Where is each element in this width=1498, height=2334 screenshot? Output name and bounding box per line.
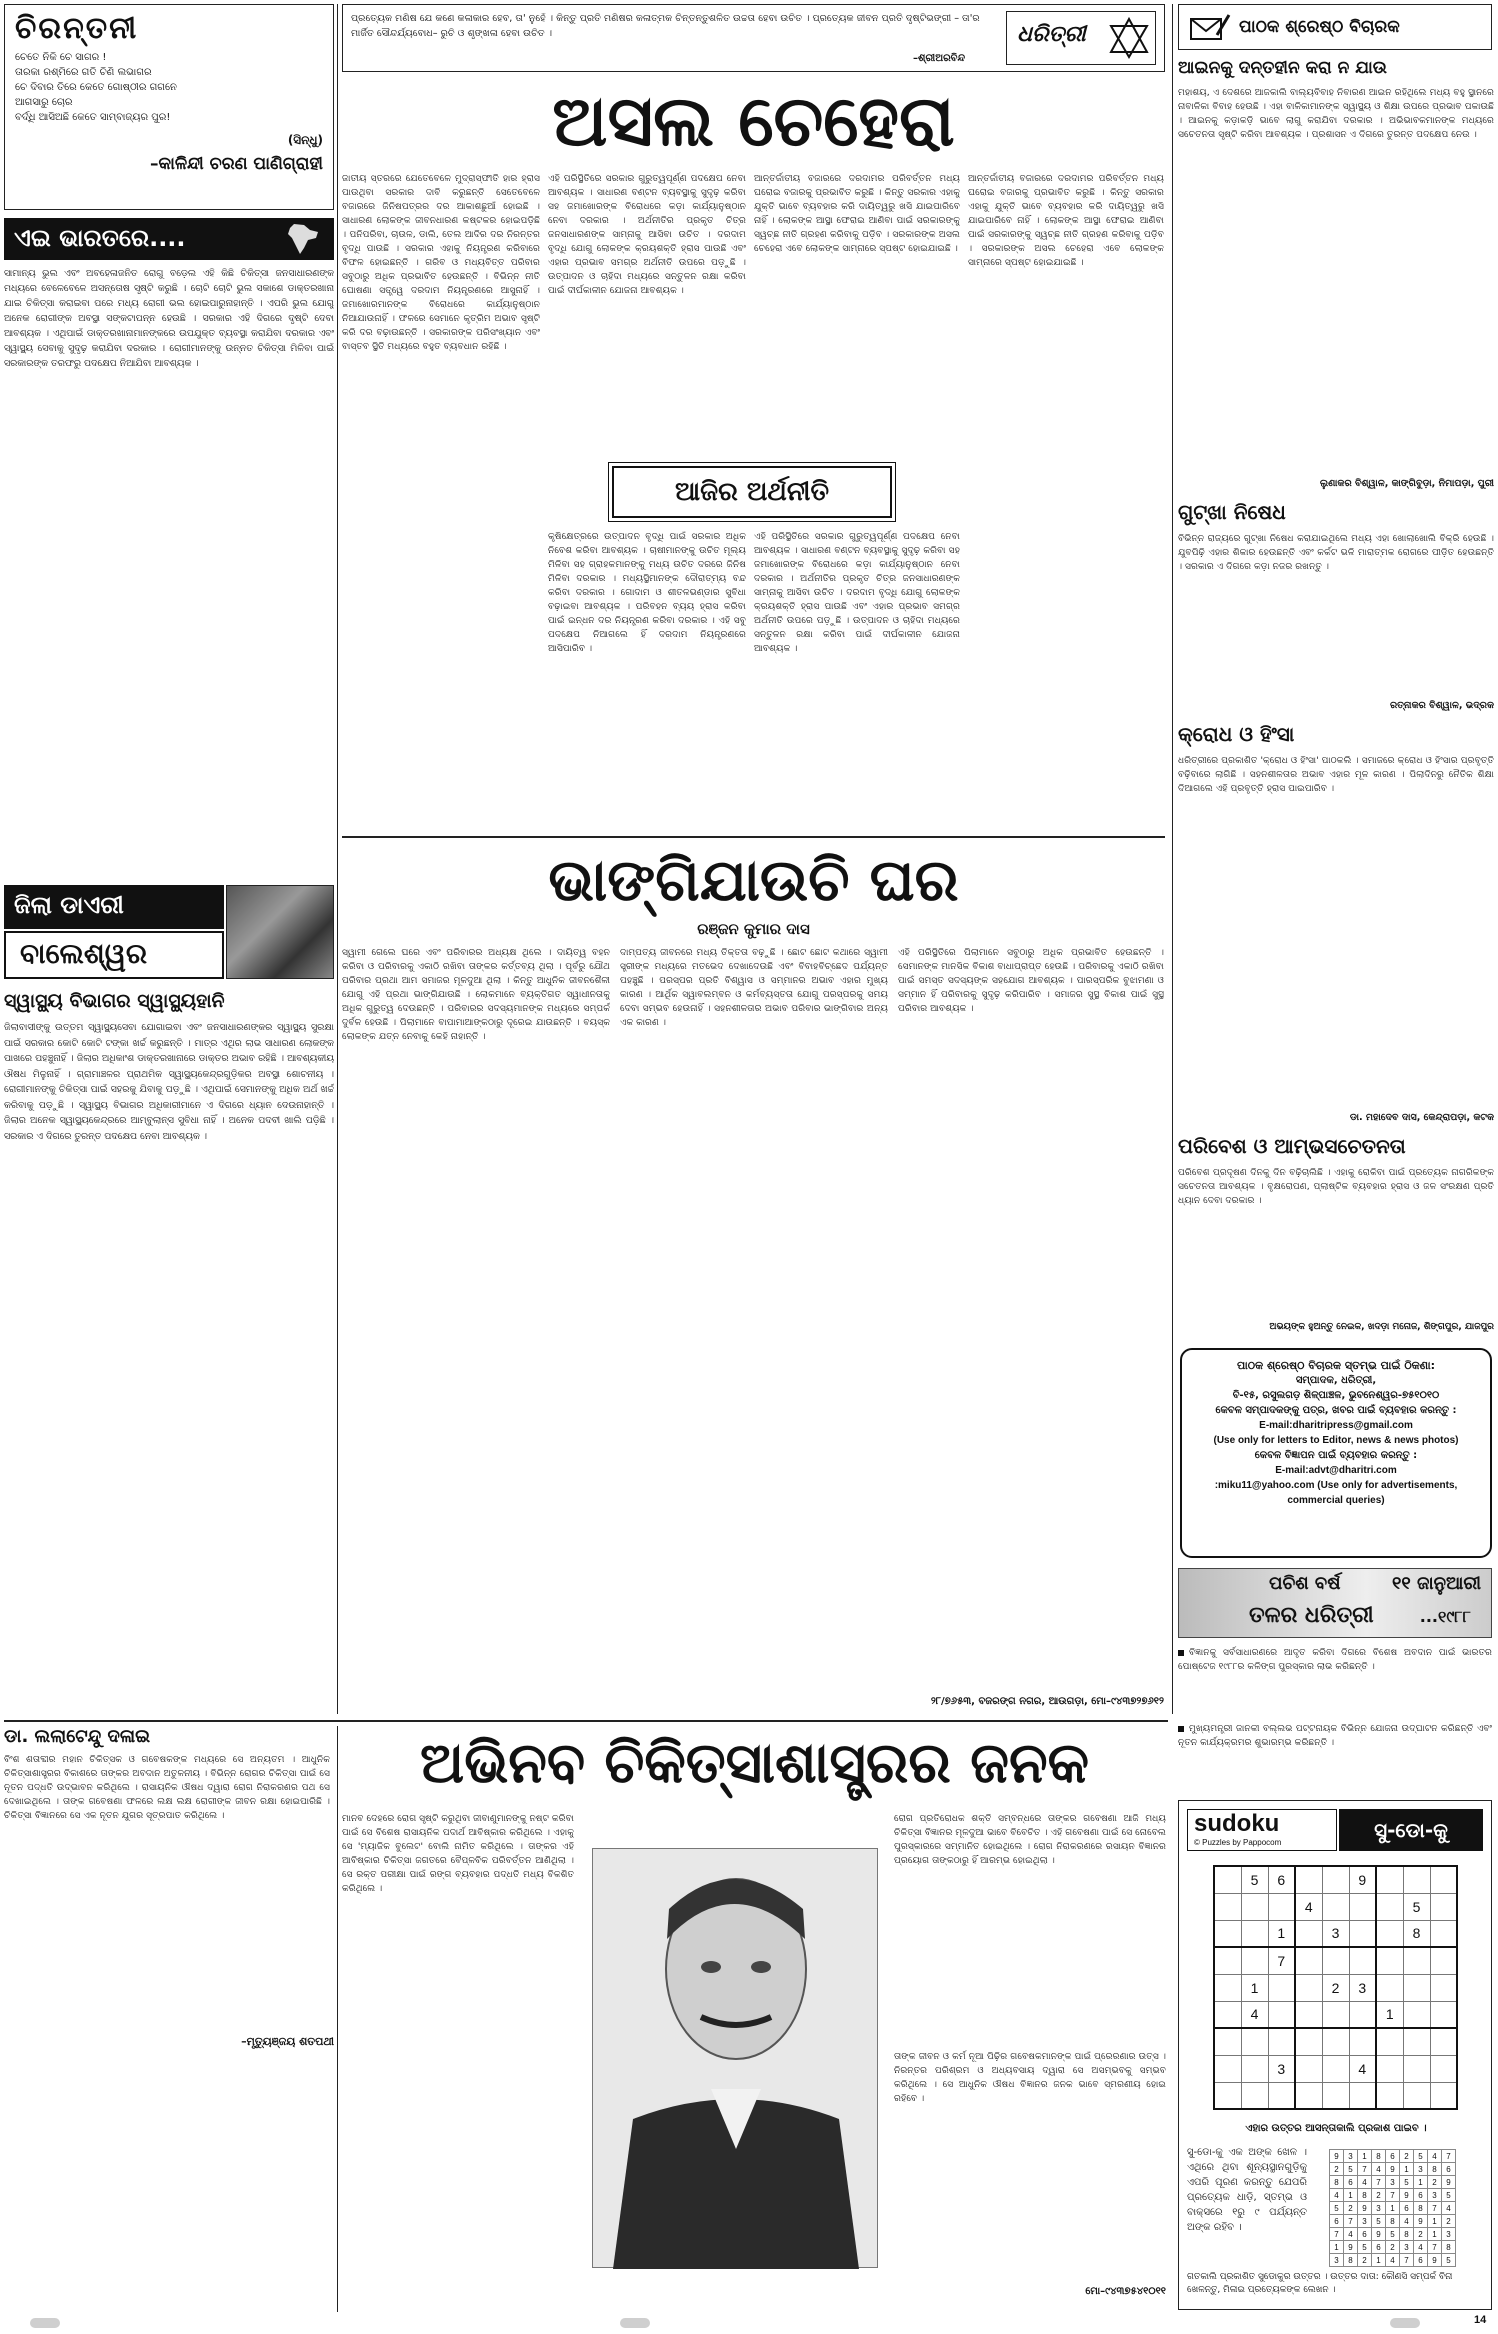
asal-chehera-title: ଅସଲ ଚେହେରା: [552, 80, 955, 162]
contact-editor: ସମ୍ପାଦକ, ଧରିତ୍ରୀ,: [1295, 1375, 1377, 1386]
grid-cell: 6: [1414, 2254, 1428, 2267]
contact-ad-label: କେବଳ ବିଜ୍ଞାପନ ପାଇଁ ବ୍ୟବହାର କରନ୍ତୁ :: [1254, 1450, 1418, 1461]
grid-row: [1214, 2028, 1457, 2055]
pachisa-item-1: [1178, 1646, 1492, 1718]
health-byline: –ମୃତ୍ୟୁଞ୍ଜୟ ଶତପଥୀ: [241, 2035, 334, 2048]
letter-1-body: ମହାଶୟ, ଏ ଦେଶରେ ଆଜକାଲି ବାଲ୍ୟବିବାହ ନିବାରଣ ଆଇନ ରହିଥିଲେ ମଧ୍ୟ ବହୁ ସ୍ଥାନରେ ନାବାଳିକା ବିବାହ ହେଉଛି । ଏହା ବାଳିକାମାନଙ୍କ ସ୍ୱାସ୍ଥ୍ୟ ଓ ଶିକ୍ଷା ଉପରେ ପ୍ରଭାବ ପକାଉଛି । ଆଇନକୁ କଡ଼ାକଡ଼ି ଭାବେ ଲାଗୁ କରାଯିବା ଦରକାର । ଅଭିଭାବକମାନଙ୍କ ମଧ୍ୟରେ ସଚେତନତା ସୃଷ୍ଟି କରିବା ଆବଶ୍ୟକ । ପ୍ରଶାସନ ଏ ଦିଗରେ ତୁରନ୍ତ ପଦକ୍ଷେପ ନେଉ ।: [1178, 87, 1494, 140]
grid-cell: 2: [1344, 2202, 1358, 2215]
grid-cell: [1322, 2028, 1349, 2055]
portrait-sketch: [593, 1849, 879, 2269]
grid-cell: 1: [1268, 1920, 1295, 1947]
lalatendu-section: [4, 1726, 330, 2312]
grid-cell: 3: [1400, 2241, 1414, 2254]
lalatendu-name: ଡା. ଲଲାଟେନ୍ଦୁ ଦଳାଇ: [4, 1726, 151, 1747]
contact-email-note: (Use only for letters to Editor, news & news photos): [1213, 1435, 1459, 1446]
zilla-photo: [226, 885, 334, 979]
letter-1-title: ଆଇନକୁ ଦନ୍ତହୀନ କରା ନ ଯାଉ: [1178, 58, 1387, 78]
zilla-district: ବାଲେଶ୍ୱର: [4, 931, 224, 979]
sudoku-previous-answer: [1329, 2149, 1456, 2267]
grid-cell: 6: [1358, 2228, 1372, 2241]
grid-cell: [1430, 1947, 1457, 1974]
grid-cell: 7: [1330, 2228, 1344, 2241]
grid-cell: [1214, 1974, 1241, 2001]
grid-cell: [1295, 2082, 1322, 2109]
grid-cell: 7: [1372, 2176, 1386, 2189]
grid-cell: [1268, 2001, 1295, 2028]
grid-cell: 3: [1349, 1974, 1376, 2001]
grid-cell: [1295, 1920, 1322, 1947]
grid-cell: 7: [1400, 2254, 1414, 2267]
grid-cell: 1: [1376, 2001, 1403, 2028]
grid-cell: [1295, 1974, 1322, 2001]
contact-title: ପାଠକ ଶ୍ରେଷ୍ଠ ବିଚାରକ ସ୍ତମ୍ଭ ପାଇଁ ଠିକଣା:: [1236, 1359, 1436, 1372]
grid-cell: 5: [1344, 2163, 1358, 2176]
grid-cell: 3: [1428, 2189, 1442, 2202]
grid-cell: [1349, 2082, 1376, 2109]
grid-cell: [1403, 2028, 1430, 2055]
grid-cell: [1295, 1866, 1322, 1893]
grid-cell: 7: [1428, 2202, 1442, 2215]
chirantani-poem: [15, 50, 323, 125]
ei-bharat-title: ଏଇ ଭାରତରେ....: [14, 224, 186, 252]
grid-cell: 5: [1372, 2215, 1386, 2228]
grid-cell: [1403, 2055, 1430, 2082]
grid-cell: 1: [1358, 2150, 1372, 2163]
grid-cell: 3: [1414, 2163, 1428, 2176]
grid-row: [1330, 2254, 1456, 2267]
ajira-arthaniti-label: ଆଜିର ଅର୍ଥନୀତି: [675, 476, 829, 507]
grid-cell: 1: [1386, 2202, 1400, 2215]
grid-cell: 7: [1344, 2215, 1358, 2228]
grid-cell: [1403, 1866, 1430, 1893]
grid-cell: 1: [1330, 2241, 1344, 2254]
bhanguchi-col-1: ସ୍ୱାମୀ ଗେଲେ ଘରେ ଏବଂ ପରିବାରର ଅଧ୍ୟକ୍ଷ ଥିଲେ । ଦାୟିତ୍ୱ ବହନ କରିବା ଓ ପରିବାରକୁ ଏକାଠି ରଖିବା ତାଙ୍କର କର୍ତ୍ତବ୍ୟ ଥିଲା । ପୂର୍ବରୁ ଯୌଥ ପରିବାର ପ୍ରଥା ଆମ ସମାଜର ମୂଳଦୁଆ ଥିଲା । କିନ୍ତୁ ଆଧୁନିକ ଜୀବନଶୈଳୀ ଯୋଗୁ ଏହି ପ୍ରଥା ଭାଙ୍ଗିଯାଉଛି । ଲୋକମାନେ ବ୍ୟକ୍ତିଗତ ସ୍ୱାଧୀନତାକୁ ଅଧିକ ଗୁରୁତ୍ୱ ଦେଉଛନ୍ତି । ପରିବାରର ସଦସ୍ୟମାନଙ୍କ ମଧ୍ୟରେ ସମ୍ପର୍କ ଦୁର୍ବଳ ହେଉଛି । ପିଲାମାନେ ବାପାମାଆଙ୍କଠାରୁ ଦୂରେଇ ଯାଉଛନ୍ତି । ବୟସ୍କ ଲୋକଙ୍କ ଯତ୍ନ ନେବାକୁ କେହି ନାହାନ୍ତି ।: [342, 947, 610, 1042]
grid-cell: 6: [1442, 2163, 1456, 2176]
envelope-pen-icon: [1189, 13, 1231, 41]
grid-cell: 2: [1442, 2215, 1456, 2228]
abhinaba-col-2: ରୋଗ ପ୍ରତିରୋଧକ ଶକ୍ତି ସମ୍ବନ୍ଧରେ ତାଙ୍କର ଗବେଷଣା ଆଜି ମଧ୍ୟ ଚିକିତ୍ସା ବିଜ୍ଞାନର ମୂଳଦୁଆ ଭାବେ ବିବେଚିତ । ଏହି ଗବେଷଣା ପାଇଁ ସେ ନୋବେଲ ପୁରସ୍କାରରେ ସମ୍ମାନିତ ହୋଇଥିଲେ । ରୋଗ ନିରାକରଣରେ ରସାୟନ ବିଜ୍ଞାନର ପ୍ରୟୋଗ ତାଙ୍କଠାରୁ ହିଁ ଆରମ୍ଭ ହୋଇଥିଲା ।: [894, 1813, 1166, 1866]
pachisa-barsa-title: ପଚିଶ ବର୍ଷ: [1269, 1573, 1341, 1594]
ei-bharat-body: ସାମାନ୍ୟ ଭୁଲ ଏବଂ ଅବହେଳାଜନିତ ରୋଗୁ ବଡ଼େଲ ଏହି କିଛି ଚିକିତ୍ସା ଜନସାଧାରଣଙ୍କ ମଧ୍ୟରେ ବେଳେବେଳେ ଅସନ୍ତୋଷ ସୃଷ୍ଟି କରୁଛି । ଚୋଟି ଚୋଟି ଭୁଲ ସକାଶେ ଡାକ୍ତରଖାନା ଯାଇ ଚିକିତ୍ସା କରାଇବା ପରେ ମଧ୍ୟ ରୋଗୀ ଭଲ ହୋଇପାରୁନାହାନ୍ତି । ଏପରି ଭୁଲ ଯୋଗୁ ଅନେକ ରୋଗୀଙ୍କ ଅବସ୍ଥା ସଙ୍କଟାପନ୍ନ ହେଉଛି । ସରକାର ଏହି ଦିଗରେ ଦୃଷ୍ଟି ଦେବା ଆବଶ୍ୟକ । ଏଥିପାଇଁ ଡାକ୍ତରଖାନାମାନଙ୍କରେ ଉପଯୁକ୍ତ ବ୍ୟବସ୍ଥା କରାଯିବା ଦରକାର ଏବଂ ସ୍ୱାସ୍ଥ୍ୟ ସେବାକୁ ସୁଦୃଢ଼ କରାଯିବା ଦରକାର । ରୋଗୀମାନଙ୍କୁ ଉନ୍ନତ ଚିକିତ୍ସା ମିଳିବା ପାଇଁ ସରକାରଙ୍କ ତରଫରୁ ପଦକ୍ଷେପ ନିଆଯିବା ଆବଶ୍ୟକ ।: [4, 268, 334, 369]
ajira-arthaniti-box: [612, 466, 892, 518]
grid-row: [1330, 2202, 1456, 2215]
grid-cell: 9: [1372, 2228, 1386, 2241]
grid-cell: 3: [1442, 2228, 1456, 2241]
grid-cell: [1403, 1947, 1430, 1974]
grid-cell: [1430, 2082, 1457, 2109]
contact-email-label: କେବଳ ସମ୍ପାଦକଙ୍କୁ ପତ୍ର, ଖବର ପାଇଁ ବ୍ୟବହାର କରନ୍ତୁ :: [1215, 1405, 1457, 1416]
grid-row: [1214, 1920, 1457, 1947]
chirantani-box: [4, 4, 334, 210]
bottom-divider: [4, 1720, 1168, 1722]
grid-cell: [1430, 2055, 1457, 2082]
poem-line: ଆଗସାରୁ ଚୋର: [15, 97, 73, 108]
grid-cell: 7: [1442, 2150, 1456, 2163]
grid-cell: [1295, 1947, 1322, 1974]
asal-col-1: ଜାତୀୟ ସ୍ତରରେ ଯେତେବେଳେ ମୁଦ୍ରାସ୍ଫୀତି ହାର ହ୍ରାସ ପାଉଥିବା ସରକାର ଦାବି କରୁଛନ୍ତି ସେତେବେଳେ ବଜାରରେ ଜିନିଷପତ୍ରର ଦର ଆକାଶଛୁଆଁ ହୋଇଛି । ସାଧାରଣ ଲୋକଙ୍କ ଜୀବନଧାରଣ କଷ୍ଟକର ହୋଇପଡ଼ିଛି । ପନିପରିବା, ଚାଉଳ, ଡାଲି, ତେଲ ଆଦିର ଦର ନିରନ୍ତର ବୃଦ୍ଧି ପାଉଛି । ସରକାର ଏହାକୁ ନିୟନ୍ତ୍ରଣ କରିବାରେ ବିଫଳ ହୋଇଛନ୍ତି । ଗରିବ ଓ ମଧ୍ୟବିତ୍ତ ପରିବାର ସବୁଠାରୁ ଅଧିକ ପ୍ରଭାବିତ ହେଉଛନ୍ତି । ବିଭିନ୍ନ ନୀତି ଘୋଷଣା ସତ୍ତ୍ୱେ ଦରଦାମ ନିୟନ୍ତ୍ରଣରେ ଆସୁନାହିଁ । ଜମାଖୋରମାନଙ୍କ ବିରୋଧରେ କାର୍ଯ୍ୟାନୁଷ୍ଠାନ ନିଆଯାଉନାହିଁ । ଫଳରେ ସେମାନେ କୃତ୍ରିମ ଅଭାବ ସୃଷ୍ଟି କରି ଦର ବଢ଼ାଉଛନ୍ତି । ସରକାରଙ୍କ ପରିସଂଖ୍ୟାନ ଏବଂ ବାସ୍ତବ ସ୍ଥିତି ମଧ୍ୟରେ ବହୁତ ବ୍ୟବଧାନ ରହିଛି ।: [342, 173, 540, 352]
grid-cell: 6: [1330, 2215, 1344, 2228]
grid-cell: 4: [1372, 2163, 1386, 2176]
grid-cell: 3: [1386, 2176, 1400, 2189]
grid-cell: 5: [1330, 2202, 1344, 2215]
bullet-icon: [1178, 1726, 1184, 1732]
asal-col-4: ଆନ୍ତର୍ଜାତୀୟ ବଜାରରେ ଦରଦାମର ପରିବର୍ତ୍ତନ ମଧ୍ୟ ଘରୋଇ ବଜାରକୁ ପ୍ରଭାବିତ କରୁଛି । କିନ୍ତୁ ସରକାର ଏହାକୁ ଯୁକ୍ତି ଭାବେ ବ୍ୟବହାର କରି ଦାୟିତ୍ୱରୁ ଖସି ଯାଇପାରିବେ ନାହିଁ । ଲୋକଙ୍କ ଆସ୍ଥା ଫେରାଇ ଆଣିବା ପାଇଁ ସରକାରଙ୍କୁ ସ୍ୱଚ୍ଛ ନୀତି ଗ୍ରହଣ କରିବାକୁ ପଡ଼ିବ । ସରକାରଙ୍କ ଅସଲ ଚେହେରା ଏବେ ଲୋକଙ୍କ ସାମ୍ନାରେ ସ୍ପଷ୍ଟ ହୋଇଯାଇଛି ।: [754, 173, 960, 254]
grid-cell: 5: [1241, 1866, 1268, 1893]
column-divider-left: [337, 4, 338, 1714]
grid-cell: [1403, 1974, 1430, 2001]
page-number: 14: [1474, 2314, 1487, 2326]
grid-cell: [1268, 2028, 1295, 2055]
grid-cell: 9: [1344, 2241, 1358, 2254]
masthead-quote-author: –ଶ୍ରୀଅରବିନ୍ଦ: [913, 53, 966, 64]
grid-row: [1214, 1947, 1457, 1974]
grid-cell: 4: [1330, 2189, 1344, 2202]
grid-row: [1330, 2228, 1456, 2241]
grid-row: [1330, 2150, 1456, 2163]
grid-cell: 9: [1349, 1866, 1376, 1893]
bhanguchi-address: ୨୮/୭୬୫୩, ବଜରଙ୍ଗ ନଗର, ଆଉଗଡ଼ା, ମୋ–୯୪୩୭୨୭୬୧୨: [930, 1696, 1164, 1707]
contact-email[interactable]: E-mail:dharitripress@gmail.com: [1259, 1420, 1413, 1431]
letter-3-sign: ଡା. ମହାଦେବ ଦାସ, କେନ୍ଦ୍ରାପଡ଼ା, କଟକ: [1349, 1112, 1494, 1123]
grid-cell: 2: [1330, 2163, 1344, 2176]
grid-cell: 4: [1400, 2215, 1414, 2228]
grid-cell: [1376, 1947, 1403, 1974]
grid-cell: [1376, 1974, 1403, 2001]
grid-cell: 6: [1344, 2176, 1358, 2189]
grid-cell: 4: [1295, 1893, 1322, 1920]
asal-col-2: ଏହି ପରିସ୍ଥିତିରେ ସରକାର ଗୁରୁତ୍ୱପୂର୍ଣ୍ଣ ପଦକ୍ଷେପ ନେବା ଆବଶ୍ୟକ । ସାଧାରଣ ବଣ୍ଟନ ବ୍ୟବସ୍ଥାକୁ ସୁଦୃଢ଼ କରିବା ସହ ଜମାଖୋରଙ୍କ ବିରୋଧରେ କଡ଼ା କାର୍ଯ୍ୟାନୁଷ୍ଠାନ ନେବା ଦରକାର । ଅର୍ଥନୀତିର ପ୍ରକୃତ ଚିତ୍ର ଜନସାଧାରଣଙ୍କ ସାମ୍ନାକୁ ଆସିବା ଉଚିତ । ଦରଦାମ ବୃଦ୍ଧି ଯୋଗୁ ଲୋକଙ୍କ କ୍ରୟଶକ୍ତି ହ୍ରାସ ପାଉଛି ଏବଂ ଏହାର ପ୍ରଭାବ ସମଗ୍ର ଅର୍ଥନୀତି ଉପରେ ପଡ଼ୁଛି । ଉତ୍ପାଦନ ଓ ଚାହିଦା ମଧ୍ୟରେ ସନ୍ତୁଳନ ରକ୍ଷା କରିବା ପାଇଁ ଦୀର୍ଘକାଳୀନ ଯୋଜନା ଆବଶ୍ୟକ ।: [548, 173, 746, 296]
abhinaba-title: ଅଭିନବ ଚିକିତ୍ସାଶାସ୍ତ୍ରର ଜନକ: [420, 1731, 1089, 1796]
grid-cell: [1430, 2001, 1457, 2028]
poem-line: ଚେତେ ନିକି ଚେ ସାଗର !: [15, 52, 107, 63]
zilla-diary-box: [4, 885, 334, 981]
grid-cell: [1214, 2055, 1241, 2082]
grid-cell: 8: [1442, 2241, 1456, 2254]
grid-cell: [1322, 1893, 1349, 1920]
grid-cell: 8: [1400, 2228, 1414, 2241]
letter-1-sign: ଲୁଣାକର ବିଶ୍ୱାଳ, କାଙ୍ଗିବୁଡ଼ା, ନିମାପଡ଼ା, ପୁରୀ: [1319, 478, 1494, 489]
grid-cell: 8: [1414, 2202, 1428, 2215]
grid-cell: 1: [1414, 2176, 1428, 2189]
grid-cell: 5: [1403, 1893, 1430, 1920]
grid-row: [1330, 2176, 1456, 2189]
abhinaba-col-1: ମାନବ ଦେହରେ ରୋଗ ସୃଷ୍ଟି କରୁଥିବା ଜୀବାଣୁମାନଙ୍କୁ ନଷ୍ଟ କରିବା ପାଇଁ ସେ ବିଶେଷ ରାସାୟନିକ ପଦାର୍ଥ ଆବିଷ୍କାର କରିଥିଲେ । ଏହାକୁ ସେ 'ମ୍ୟାଜିକ ବୁଲେଟ' ବୋଲି ନାମିତ କରିଥିଲେ । ତାଙ୍କର ଏହି ଆବିଷ୍କାର ଚିକିତ୍ସା ଜଗତରେ ବୈପ୍ଳବିକ ପରିବର୍ତ୍ତନ ଆଣିଥିଲା । ସେ ରକ୍ତ ପରୀକ୍ଷା ପାଇଁ ରଙ୍ଗ ବ୍ୟବହାର ପଦ୍ଧତି ମଧ୍ୟ ବିକଶିତ କରିଥିଲେ ।: [342, 1813, 574, 1894]
letter-2-title: ଗୁଟ୍‌ଖା ନିଷେଧ: [1178, 500, 1286, 524]
grid-cell: [1376, 2082, 1403, 2109]
grid-cell: [1268, 1974, 1295, 2001]
grid-cell: [1430, 1893, 1457, 1920]
grid-cell: [1322, 2082, 1349, 2109]
grid-cell: 3: [1330, 2254, 1344, 2267]
grid-cell: 3: [1344, 2150, 1358, 2163]
grid-cell: [1241, 2082, 1268, 2109]
grid-cell: [1376, 2028, 1403, 2055]
grid-cell: 8: [1344, 2254, 1358, 2267]
asal-col-3: କୃଷିକ୍ଷେତ୍ରରେ ଉତ୍ପାଦନ ବୃଦ୍ଧି ପାଇଁ ସରକାର ଅଧିକ ନିବେଶ କରିବା ଆବଶ୍ୟକ । ଚାଷୀମାନଙ୍କୁ ଉଚିତ ମୂଲ୍ୟ ମିଳିବା ସହ ଗ୍ରାହକମାନଙ୍କୁ ମଧ୍ୟ ଉଚିତ ଦରରେ ଜିନିଷ ମିଳିବା ଦରକାର । ମଧ୍ୟସ୍ଥିମାନଙ୍କ ଦୌରାତ୍ମ୍ୟ ବନ୍ଦ କରିବା ଦରକାର । ଗୋଦାମ ଓ ଶୀତଳଭଣ୍ଡାର ସୁବିଧା ବଢ଼ାଇବା ଆବଶ୍ୟକ । ପରିବହନ ବ୍ୟୟ ହ୍ରାସ କରିବା ପାଇଁ ଇନ୍ଧନ ଦର ନିୟନ୍ତ୍ରଣ କରିବା ଦରକାର । ଏହି ସବୁ ପଦକ୍ଷେପ ନିଆଗଲେ ହିଁ ଦରଦାମ ନିୟନ୍ତ୍ରଣରେ ଆସିପାରିବ ।: [548, 531, 746, 654]
sudoku-header: [1187, 1809, 1483, 1851]
grid-cell: 7: [1386, 2189, 1400, 2202]
grid-cell: [1241, 2055, 1268, 2082]
grid-cell: 2: [1386, 2241, 1400, 2254]
grid-cell: 8: [1372, 2150, 1386, 2163]
masthead-quote: ପ୍ରତ୍ୟେକ ମଣିଷ ଯେ କଣେ କଳାକାର ହେବ, ତା' ନୁହେଁ । କିନ୍ତୁ ପ୍ରତି ମଣିଷର କଳାତ୍ମକ ଚିନ୍ତନ୍ତୁଶଳିତ ଉଚ୍ଚତା ହେବା ଉଚିତ । ପ୍ରତ୍ୟେକ ଜୀବନ ପ୍ରତି ଦୃଷ୍ଟିଭଙ୍ଗୀ – ତା'ର ମାର୍ଜିତ ସୌନ୍ଦର୍ଯ୍ୟବୋଧ– ରୁଚି ଓ ଶୃଙ୍ଖଳା ହେବା ଉଚିତ ।: [351, 13, 980, 39]
grid-cell: 7: [1428, 2241, 1442, 2254]
dharitri-logo: [1006, 11, 1156, 65]
grid-cell: 4: [1349, 2055, 1376, 2082]
sudoku-answer-note: ଏହାର ଉତ୍ତର ଆସନ୍ତାକାଲି ପ୍ରକାଶ ପାଇବ ।: [1245, 2123, 1427, 2134]
poem-line: ଚେ ଦିବାର ତିରେ କେତେ ଗୋଷ୍ଠୀର ଗଗନେ: [15, 82, 177, 93]
letter-3-title: କ୍ରୋଧ ଓ ହିଂସା: [1178, 722, 1295, 746]
grid-cell: 2: [1372, 2189, 1386, 2202]
letter-2-body: ବିଭିନ୍ନ ରାଜ୍ୟରେ ଗୁଟ୍‌ଖା ନିଷେଧ କରାଯାଇଥିଲେ ମଧ୍ୟ ଏହା ଖୋଲାଖୋଲି ବିକ୍ରି ହେଉଛି । ଯୁବପିଢ଼ି ଏହାର ଶିକାର ହେଉଛନ୍ତି ଏବଂ କର୍କଟ ଭଳି ମାରାତ୍ମକ ରୋଗରେ ପୀଡ଼ିତ ହେଉଛନ୍ତି । ସରକାର ଏ ଦିଗରେ କଡ଼ା ନଜର ରଖନ୍ତୁ ।: [1178, 533, 1494, 572]
bullet-icon: [1178, 1650, 1184, 1656]
grid-cell: 6: [1268, 1866, 1295, 1893]
health-body: ଜିଲାବାସୀଙ୍କୁ ଉତ୍ତମ ସ୍ୱାସ୍ଥ୍ୟସେବା ଯୋଗାଇବା ଏବଂ ଜନସାଧାରଣଙ୍କର ସ୍ୱାସ୍ଥ୍ୟ ସୁରକ୍ଷା ପାଇଁ ସରକାର କୋଟି କୋଟି ଟଙ୍କା ଖର୍ଚ୍ଚ କରୁଛନ୍ତି । ମାତ୍ର ଏଥିର ଲାଭ ସାଧାରଣ ଲୋକଙ୍କ ପାଖରେ ପହଞ୍ଚୁନାହିଁ । ଜିଲାର ଅଧିକାଂଶ ଡାକ୍ତରଖାନାରେ ଡାକ୍ତର ଅଭାବ ରହିଛି । ଆବଶ୍ୟକୀୟ ଔଷଧ ମିଳୁନାହିଁ । ଗ୍ରାମାଞ୍ଚଳର ପ୍ରାଥମିକ ସ୍ୱାସ୍ଥ୍ୟକେନ୍ଦ୍ରଗୁଡ଼ିକର ଅବସ୍ଥା ଶୋଚନୀୟ । ରୋଗୀମାନଙ୍କୁ ଚିକିତ୍ସା ପାଇଁ ସହରକୁ ଯିବାକୁ ପଡ଼ୁଛି । ଏଥିପାଇଁ ସେମାନଙ୍କୁ ଅଧିକ ଅର୍ଥ ଖର୍ଚ୍ଚ କରିବାକୁ ପଡ଼ୁଛି । ସ୍ୱାସ୍ଥ୍ୟ ବିଭାଗର ଅଧିକାରୀମାନେ ଏ ଦିଗରେ ଧ୍ୟାନ ଦେଉନାହାନ୍ତି । ଜିଲାର ଅନେକ ସ୍ୱାସ୍ଥ୍ୟକେନ୍ଦ୍ରରେ ଆମ୍ବୁଲାନ୍ସ ସୁବିଧା ନାହିଁ । ଅନେକ ପଦବୀ ଖାଲି ପଡ଼ିଛି । ସରକାର ଏ ଦିଗରେ ତୁରନ୍ତ ପଦକ୍ଷେପ ନେବା ଆବଶ୍ୟକ ।: [4, 1022, 334, 1142]
grid-cell: 6: [1372, 2241, 1386, 2254]
grid-cell: [1295, 2028, 1322, 2055]
ei-bharat-header: [4, 218, 334, 260]
grid-cell: [1403, 2082, 1430, 2109]
grid-cell: 9: [1428, 2254, 1442, 2267]
grid-cell: [1376, 1920, 1403, 1947]
grid-cell: 4: [1358, 2176, 1372, 2189]
grid-cell: 1: [1344, 2189, 1358, 2202]
grid-cell: [1376, 1893, 1403, 1920]
grid-cell: [1403, 2001, 1430, 2028]
grid-cell: [1268, 2082, 1295, 2109]
grid-cell: [1241, 1893, 1268, 1920]
grid-row: [1330, 2215, 1456, 2228]
grid-cell: 5: [1414, 2150, 1428, 2163]
bhanguchi-byline: ରଞ୍ଜନ କୁମାର ଦାସ: [697, 920, 810, 938]
poem-line: ତାରକା ରଶ୍ମିରେ ଗତି ଚିଣି ଲଭାଗର: [15, 67, 152, 78]
grid-cell: [1214, 2001, 1241, 2028]
poem-source: (ସିନ୍ଧୁ): [287, 133, 323, 147]
grid-cell: [1349, 1947, 1376, 1974]
grid-cell: [1241, 1947, 1268, 1974]
health-title: ସ୍ୱାସ୍ଥ୍ୟ ବିଭାଗର ସ୍ୱାସ୍ଥ୍ୟହାନି: [4, 990, 225, 1012]
grid-cell: [1295, 2055, 1322, 2082]
grid-row: [1330, 2241, 1456, 2254]
portrait-photo: [592, 1848, 878, 2268]
grid-cell: [1214, 1893, 1241, 1920]
grid-cell: 9: [1400, 2189, 1414, 2202]
grid-cell: [1430, 1974, 1457, 2001]
grid-cell: 4: [1386, 2254, 1400, 2267]
pachisa-item-text: ବିଜ୍ଞାନକୁ ସର୍ବସାଧାରଣରେ ଆଦୃତ କରିବା ଦିଗରେ ବିଶେଷ ଅବଦାନ ପାଇଁ ଭାରତର ପୋଷ୍ଟେଜ ୧୯୮୮ର କଳିଙ୍ଗ ପୁରସ୍କାର ଲାଭ କରିଛନ୍ତି ।: [1178, 1647, 1492, 1672]
grid-cell: 4: [1241, 2001, 1268, 2028]
contact-ad-email-2[interactable]: :miku11@yahoo.com (Use only for advertisements, commercial queries): [1214, 1480, 1458, 1506]
grid-cell: [1376, 1866, 1403, 1893]
grid-row: [1214, 2055, 1457, 2082]
asal-col-6: ଆନ୍ତର୍ଜାତୀୟ ବଜାରରେ ଦରଦାମର ପରିବର୍ତ୍ତନ ମଧ୍ୟ ଘରୋଇ ବଜାରକୁ ପ୍ରଭାବିତ କରୁଛି । କିନ୍ତୁ ସରକାର ଏହାକୁ ଯୁକ୍ତି ଭାବେ ବ୍ୟବହାର କରି ଦାୟିତ୍ୱରୁ ଖସି ଯାଇପାରିବେ ନାହିଁ । ଲୋକଙ୍କ ଆସ୍ଥା ଫେରାଇ ଆଣିବା ପାଇଁ ସରକାରଙ୍କୁ ସ୍ୱଚ୍ଛ ନୀତି ଗ୍ରହଣ କରିବାକୁ ପଡ଼ିବ । ସରକାରଙ୍କ ଅସଲ ଚେହେରା ଏବେ ଲୋକଙ୍କ ସାମ୍ନାରେ ସ୍ପଷ୍ଟ ହୋଇଯାଇଛି ।: [968, 173, 1164, 268]
grid-cell: 3: [1372, 2202, 1386, 2215]
contact-box: [1180, 1348, 1492, 1558]
grid-cell: 2: [1400, 2150, 1414, 2163]
grid-cell: 1: [1428, 2228, 1442, 2241]
bhanguchi-col-3: ଏହି ପରିସ୍ଥିତିରେ ପିଲାମାନେ ସବୁଠାରୁ ଅଧିକ ପ୍ରଭାବିତ ହେଉଛନ୍ତି । ସେମାନଙ୍କ ମାନସିକ ବିକାଶ ବାଧାପ୍ରାପ୍ତ ହେଉଛି । ପରିବାରକୁ ଏକାଠି ରଖିବା ପାଇଁ ସମସ୍ତ ସଦସ୍ୟଙ୍କ ସହଯୋଗ ଆବଶ୍ୟକ । ପାରସ୍ପରିକ ବୁଝାମଣା ଓ ସମ୍ମାନ ହିଁ ପରିବାରକୁ ସୁଦୃଢ଼ କରିପାରିବ । ସମାଜର ସୁସ୍ଥ ବିକାଶ ପାଇଁ ସୁସ୍ଥ ପରିବାର ଆବଶ୍ୟକ ।: [898, 947, 1164, 1014]
sudoku-credit: © Puzzles by Pappocom: [1194, 1838, 1282, 1847]
grid-row: [1214, 1974, 1457, 2001]
grid-cell: 9: [1330, 2150, 1344, 2163]
grid-cell: 5: [1386, 2228, 1400, 2241]
grid-cell: [1214, 2082, 1241, 2109]
pachisa-item-2: [1178, 1722, 1492, 1788]
grid-row: [1214, 2001, 1457, 2028]
sudoku-box: [1178, 1800, 1492, 2310]
poem-line: ବର୍ଦ୍ଧି ଆସିଅଛି କେତେ ସାମ୍ବାଜ୍ୟର ପୁର!: [15, 112, 171, 123]
grid-cell: [1430, 1920, 1457, 1947]
grid-cell: 5: [1358, 2241, 1372, 2254]
letters-header-title: ପାଠକ ଶ୍ରେଷ୍ଠ ବିଚାରକ: [1239, 17, 1400, 37]
sudoku-logo: [1187, 1809, 1337, 1851]
grid-cell: [1322, 2055, 1349, 2082]
grid-cell: 3: [1322, 1920, 1349, 1947]
abhinaba-phone: ମୋ–୯୪୩୭୫୪୧୦୧୧: [1085, 2286, 1166, 2297]
grid-cell: 6: [1400, 2202, 1414, 2215]
pachisa-barsa-subtitle: ତଳର ଧରିତ୍ରୀ: [1249, 1603, 1374, 1628]
grid-cell: 5: [1442, 2189, 1456, 2202]
grid-cell: [1322, 1947, 1349, 1974]
grid-cell: 2: [1414, 2228, 1428, 2241]
grid-cell: 9: [1414, 2215, 1428, 2228]
grid-cell: [1214, 1866, 1241, 1893]
grid-cell: 7: [1358, 2163, 1372, 2176]
grid-cell: 8: [1358, 2189, 1372, 2202]
grid-cell: 1: [1241, 1974, 1268, 2001]
bhanguchi-col-2: ଦାମ୍ପତ୍ୟ ଜୀବନରେ ମଧ୍ୟ ତିକ୍ତତା ବଢ଼ୁଛି । ଛୋଟ ଛୋଟ କଥାରେ ସ୍ୱାମୀ ସ୍ତ୍ରୀଙ୍କ ମଧ୍ୟରେ ମତଭେଦ ଦେଖାଦେଉଛି ଏବଂ ବିବାହବିଚ୍ଛେଦ ପର୍ଯ୍ୟନ୍ତ ପହଞ୍ଚୁଛି । ପରସ୍ପର ପ୍ରତି ବିଶ୍ୱାସ ଓ ସମ୍ମାନର ଅଭାବ ଏହାର ମୁଖ୍ୟ କାରଣ । ଆର୍ଥିକ ସ୍ୱାବଲମ୍ବନ ଓ କର୍ମବ୍ୟସ୍ତତା ଯୋଗୁ ପରସ୍ପରକୁ ସମୟ ଦେବା ସମ୍ଭବ ହେଉନାହିଁ । ସହନଶୀଳତାର ଅଭାବ ପରିବାର ଭାଙ୍ଗିବାର ଅନ୍ୟ ଏକ କାରଣ ।: [620, 947, 888, 1028]
scrollbar-thumb[interactable]: [620, 2318, 650, 2328]
grid-row: [1214, 2082, 1457, 2109]
grid-cell: 9: [1442, 2176, 1456, 2189]
sudoku-rules: ସୁ-ଡୋ-କୁ ଏକ ଅଙ୍କ ଖେଳ । ଏଥିରେ ଥିବା ଶୂନ୍ୟସ୍ଥାନଗୁଡ଼ିକୁ ଏପରି ପୂରଣ କରନ୍ତୁ ଯେପରି ପ୍ରତ୍ୟେକ ଧାଡ଼ି, ସ୍ତମ୍ଭ ଓ ବାକ୍ସରେ ୧ରୁ ୯ ପର୍ଯ୍ୟନ୍ତ ଅଙ୍କ ରହିବ ।: [1187, 2147, 1307, 2233]
grid-cell: 6: [1386, 2150, 1400, 2163]
grid-cell: 1: [1400, 2163, 1414, 2176]
scrollbar-thumb[interactable]: [30, 2318, 60, 2328]
grid-cell: [1349, 1893, 1376, 1920]
letter-4-body: ପରିବେଶ ପ୍ରଦୂଷଣ ଦିନକୁ ଦିନ ବଢ଼ିଚାଲିଛି । ଏହାକୁ ରୋକିବା ପାଇଁ ପ୍ରତ୍ୟେକ ନାଗରିକଙ୍କ ସଚେତନତା ଆବଶ୍ୟକ । ବୃକ୍ଷରୋପଣ, ପ୍ଲାଷ୍ଟିକ ବ୍ୟବହାର ହ୍ରାସ ଓ ଜଳ ସଂରକ୍ଷଣ ପ୍ରତି ଧ୍ୟାନ ଦେବା ଦରକାର ।: [1178, 1167, 1494, 1206]
grid-cell: 8: [1428, 2163, 1442, 2176]
asal-col-5: ଏହି ପରିସ୍ଥିତିରେ ସରକାର ଗୁରୁତ୍ୱପୂର୍ଣ୍ଣ ପଦକ୍ଷେପ ନେବା ଆବଶ୍ୟକ । ସାଧାରଣ ବଣ୍ଟନ ବ୍ୟବସ୍ଥାକୁ ସୁଦୃଢ଼ କରିବା ସହ ଜମାଖୋରଙ୍କ ବିରୋଧରେ କଡ଼ା କାର୍ଯ୍ୟାନୁଷ୍ଠାନ ନେବା ଦରକାର । ଅର୍ଥନୀତିର ପ୍ରକୃତ ଚିତ୍ର ଜନସାଧାରଣଙ୍କ ସାମ୍ନାକୁ ଆସିବା ଉଚିତ । ଦରଦାମ ବୃଦ୍ଧି ଯୋଗୁ ଲୋକଙ୍କ କ୍ରୟଶକ୍ତି ହ୍ରାସ ପାଉଛି ଏବଂ ଏହାର ପ୍ରଭାବ ସମଗ୍ର ଅର୍ଥନୀତି ଉପରେ ପଡ଼ୁଛି । ଉତ୍ପାଦନ ଓ ଚାହିଦା ମଧ୍ୟରେ ସନ୍ତୁଳନ ରକ୍ଷା କରିବା ପାଇଁ ଦୀର୍ଘକାଳୀନ ଯୋଜନା ଆବଶ୍ୟକ ।: [754, 531, 960, 654]
sudoku-logo-text: sudoku: [1194, 1810, 1280, 1837]
grid-cell: [1241, 2028, 1268, 2055]
grid-cell: 8: [1403, 1920, 1430, 1947]
contact-ad-email[interactable]: E-mail:advt@dharitri.com: [1275, 1465, 1397, 1476]
grid-cell: [1349, 2001, 1376, 2028]
lalatendu-body: ବିଂଶ ଶତାବ୍ଦୀର ମହାନ ଚିକିତ୍ସକ ଓ ଗବେଷକଙ୍କ ମଧ୍ୟରେ ସେ ଅନ୍ୟତମ । ଆଧୁନିକ ଚିକିତ୍ସାଶାସ୍ତ୍ରର ବିକାଶରେ ତାଙ୍କର ଅବଦାନ ଅତୁଳନୀୟ । ବିଭିନ୍ନ ରୋଗର ଚିକିତ୍ସା ପାଇଁ ସେ ନୂତନ ପଦ୍ଧତି ଉଦ୍ଭାବନ କରିଥିଲେ । ରାସାୟନିକ ଔଷଧ ଦ୍ୱାରା ରୋଗ ନିରାକରଣର ପଥ ସେ ଦେଖାଇଥିଲେ । ତାଙ୍କ ଗବେଷଣା ଫଳରେ ଲକ୍ଷ ଲକ୍ଷ ରୋଗୀଙ୍କ ଜୀବନ ରକ୍ଷା ହୋଇପାରିଛି । ଚିକିତ୍ସା ବିଜ୍ଞାନରେ ସେ ଏକ ନୂତନ ଯୁଗର ସୂତ୍ରପାତ କରିଥିଲେ ।: [4, 1754, 330, 1821]
letters-header: [1178, 4, 1492, 50]
grid-cell: [1214, 2028, 1241, 2055]
bhanguchi-title: ଭାଙ୍ଗିଯାଉଚି ଘର: [548, 846, 959, 914]
sudoku-grid: [1213, 1865, 1458, 2110]
letter-2-sign: ରତ୍ନାକର ବିଶ୍ୱାଳ, ଭଦ୍ରକ: [1389, 700, 1494, 711]
zilla-diary-label: ଜିଲା ଡାଏରୀ: [4, 885, 224, 929]
grid-cell: [1322, 1866, 1349, 1893]
grid-row: [1214, 1866, 1457, 1893]
pachisa-barsa-date: ୧୧ ଜାନୁଆରୀ: [1392, 1573, 1481, 1594]
grid-cell: [1430, 1866, 1457, 1893]
contact-address: ବି-୧୫, ରସୁଲଗଡ଼ ଶିଳ୍ପାଞ୍ଚଳ, ଭୁବନେଶ୍ୱର-୭୫୧୦୧୦: [1232, 1390, 1440, 1401]
letter-3-body: ଧରିତ୍ରୀରେ ପ୍ରକାଶିତ 'କ୍ରୋଧ ଓ ହିଂସା' ପାଠକଲି । ସମାଜରେ କ୍ରୋଧ ଓ ହିଂସାର ପ୍ରବୃତ୍ତି ବଢ଼ିବାରେ ଲାଗିଛି । ସହନଶୀଳତାର ଅଭାବ ଏହାର ମୂଳ କାରଣ । ପିଲାଦିନରୁ ନୈତିକ ଶିକ୍ଷା ଦିଆଗଲେ ଏହି ପ୍ରବୃତ୍ତି ହ୍ରାସ ପାଇପାରିବ ।: [1178, 755, 1494, 794]
grid-cell: 2: [1428, 2176, 1442, 2189]
grid-cell: 6: [1414, 2189, 1428, 2202]
sudoku-prev-caption: ଗତକାଲି ପ୍ରକାଶିତ ସୁଡୋକୁର ଉତ୍ତର । ଉତ୍ତର ଦାତା: କୌଣସି ସମ୍ପର୍କ ବିନା ଖେଳନ୍ତୁ, ମିଳାଇ ପ୍ରତ୍ୟେକଙ୍କ ଲେଖନ ।: [1187, 2272, 1453, 2295]
grid-cell: 2: [1322, 1974, 1349, 2001]
abhinaba-section: [342, 1724, 1167, 2314]
letter-4-sign: ଅଭୟଙ୍କ ହୁଅନ୍ତୁ ନେଇକ, ଖଦଡ଼ା ମନୋଜ, ଶିଙ୍ଗପୁର, ଯାଜପୁର: [1269, 1322, 1494, 1332]
grid-cell: [1295, 2001, 1322, 2028]
grid-cell: 5: [1442, 2254, 1456, 2267]
sudoku-odia-title: ସୁ-ଡୋ-କୁ: [1339, 1809, 1483, 1851]
grid-cell: [1430, 2028, 1457, 2055]
grid-cell: 9: [1358, 2202, 1372, 2215]
bottom-column-divider: [337, 1726, 338, 2312]
grid-cell: [1214, 1920, 1241, 1947]
grid-cell: 7: [1268, 1947, 1295, 1974]
grid-cell: 2: [1358, 2254, 1372, 2267]
grid-cell: 3: [1358, 2215, 1372, 2228]
india-map-icon: [282, 222, 322, 256]
grid-cell: 8: [1386, 2215, 1400, 2228]
section-divider: [342, 836, 1165, 838]
grid-cell: [1268, 1893, 1295, 1920]
grid-cell: [1349, 1920, 1376, 1947]
pachisa-barsa-banner: [1178, 1568, 1492, 1638]
grid-row: [1330, 2189, 1456, 2202]
grid-cell: 1: [1372, 2254, 1386, 2267]
pachisa-barsa-year: ...୧୯୮୮: [1419, 1607, 1471, 1626]
column-divider-right: [1172, 4, 1173, 1714]
star-emblem-icon: [1107, 16, 1151, 60]
abhinaba-col-3: ତାଙ୍କ ଜୀବନ ଓ କର୍ମ ନୂଆ ପିଢ଼ିର ଗବେଷକମାନଙ୍କ ପାଇଁ ପ୍ରେରଣାର ଉତ୍ସ । ନିରନ୍ତର ପରିଶ୍ରମ ଓ ଅଧ୍ୟବସାୟ ଦ୍ୱାରା ସେ ଅସମ୍ଭବକୁ ସମ୍ଭବ କରିଥିଲେ । ସେ ଆଧୁନିକ ଔଷଧ ବିଜ୍ଞାନର ଜନକ ଭାବେ ସ୍ମରଣୀୟ ହୋଇ ରହିବେ ।: [894, 2051, 1166, 2104]
grid-cell: 9: [1386, 2163, 1400, 2176]
masthead-quote-box: [342, 4, 1165, 72]
grid-cell: 8: [1330, 2176, 1344, 2189]
letter-4-title: ପରିବେଶ ଓ ଆମ୍ଭସଚେତନତା: [1178, 1134, 1406, 1158]
dharitri-logo-text: ଧରିତ୍ରୀ: [1017, 22, 1086, 47]
grid-row: [1330, 2163, 1456, 2176]
grid-cell: 5: [1400, 2176, 1414, 2189]
grid-row: [1214, 1893, 1457, 1920]
grid-cell: [1376, 2055, 1403, 2082]
scrollbar-thumb[interactable]: [1390, 2318, 1420, 2328]
chirantani-title: ଚିରନ୍ତନୀ: [15, 11, 139, 46]
grid-cell: [1349, 2028, 1376, 2055]
grid-cell: 4: [1414, 2241, 1428, 2254]
grid-cell: 3: [1268, 2055, 1295, 2082]
grid-cell: 4: [1442, 2202, 1456, 2215]
grid-cell: 4: [1428, 2150, 1442, 2163]
grid-cell: 4: [1344, 2228, 1358, 2241]
grid-cell: [1241, 1920, 1268, 1947]
grid-cell: [1322, 2001, 1349, 2028]
poem-author: –କାଳିନ୍ଦୀ ଚରଣ ପାଣିଗ୍ରାହୀ: [149, 154, 323, 174]
grid-cell: [1214, 1947, 1241, 1974]
pachisa-item-text: ମୁଖ୍ୟମନ୍ତ୍ରୀ ଜାନକୀ ବଲ୍ଲଭ ପଟ୍ଟନାୟକ ବିଭିନ୍ନ ଯୋଜନା ଉଦ୍‌ଘାଟନ କରିଛନ୍ତି ଏବଂ ନୂତନ କାର୍ଯ୍ୟକ୍ରମର ଶୁଭାରମ୍ଭ କରିଛନ୍ତି ।: [1178, 1723, 1492, 1748]
grid-cell: 1: [1428, 2215, 1442, 2228]
